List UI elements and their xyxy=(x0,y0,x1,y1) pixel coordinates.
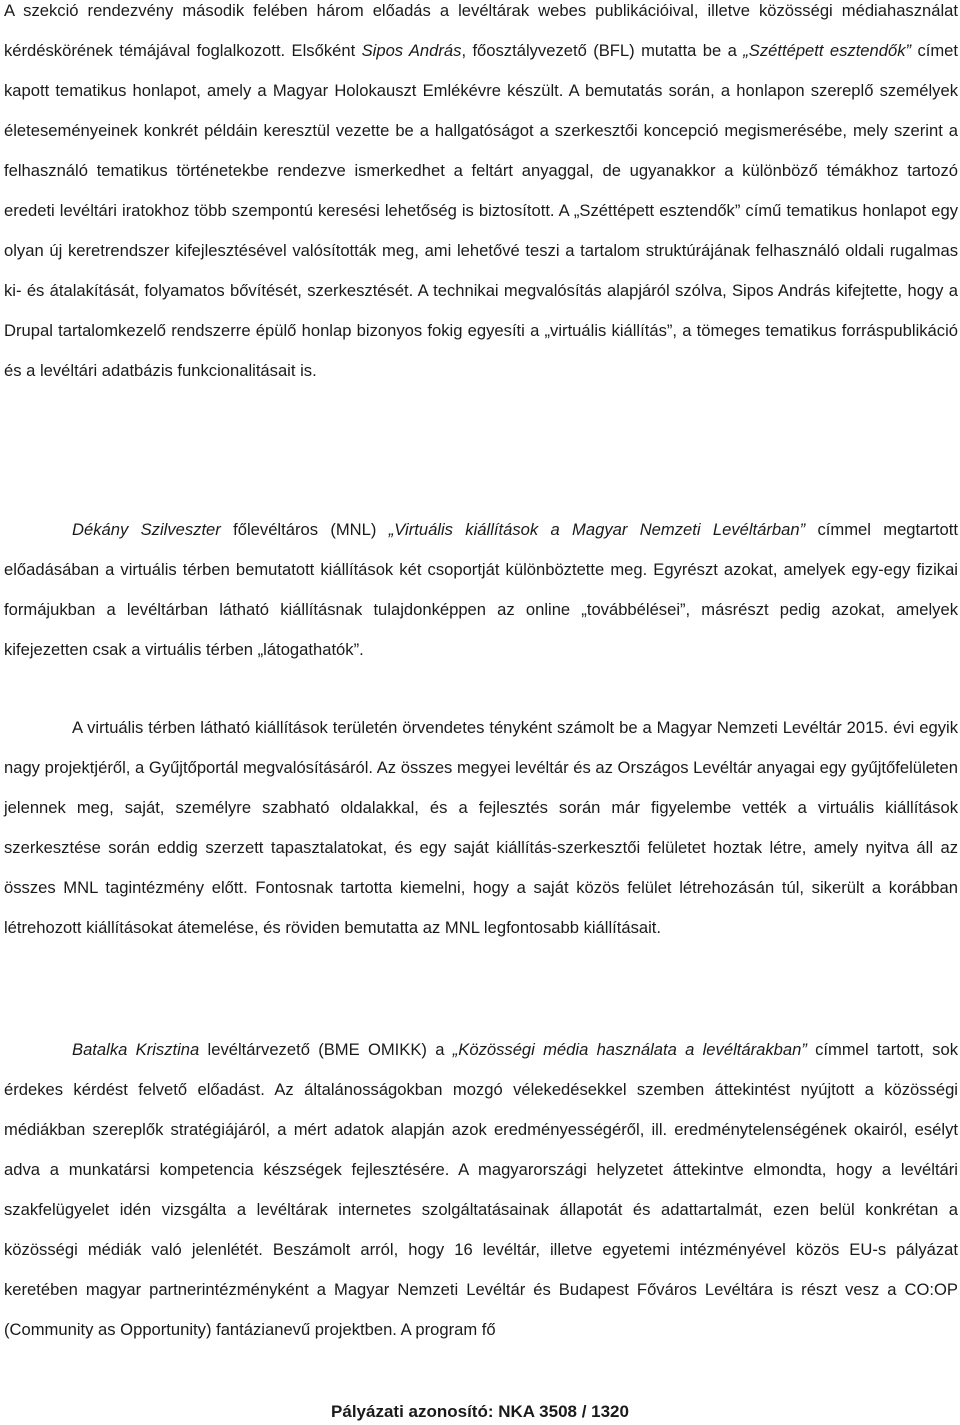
paragraph-3 xyxy=(4,708,958,948)
footer-grant-id: Pályázati azonosító: NKA 3508 / 1320 xyxy=(331,1402,629,1421)
italic-text: „Közösségi média használata a levéltárakban” xyxy=(452,1040,807,1059)
text-run: címet kapott tematikus honlapot, amely a Magyar Holokauszt Emlékévre készült. A bemutatás során, a honlapon szereplő személyek életeseményeinek konkrét példáin keresztül vezette be a hallgatóságot a szerkesztői koncepció megismerésébe, mely szerint a felhasználó tematikus történetekbe rendezve ismerkedhet a feltárt anyaggal, de ugyanakkor a különböző témákhoz tartozó eredeti levéltári iratokhoz több szempontú keresési lehetőség is biztosított. A „Széttépett esztendők” című tematikus honlapot egy olyan új keretrendszer kifejlesztésével valósították meg, ami lehetővé teszi a tartalom struktúrájának felhasználó oldali rugalmas ki- és átalakítását, folyamatos bővítését, szerkesztését. A technikai megvalósítás alapjáról szólva, Sipos András kifejtette, hogy a Drupal tartalomkezelő rendszerre épülő honlap bizonyos fokig egyesíti a „virtuális kiállítás”, a tömeges tematikus forráspublikáció és a levéltári adatbázis funkcionalitásait is. xyxy=(4,41,959,380)
text-run: A szekció rendezvény második felében három előadás a levéltárak webes publikációival, illetve közösségi médiahasználat kérdéskörének témájával foglalkozott. Elsőként xyxy=(4,1,958,60)
text-run: , főosztályvezető (BFL) mutatta be a xyxy=(461,41,744,60)
italic-text: Sipos András xyxy=(361,41,462,60)
text-run: A virtuális térben látható kiállítások területén örvendetes tényként számolt be a Magyar Nemzeti Levéltár 2015. évi egyik nagy projektjéről, a Gyűjtőportál megvalósításáról. Az összes megyei levéltár és az Országos Levéltár anyagai egy gyűjtőfelületen jelennek meg, saját, személyre szabható oldalakkal, és a fejlesztés során már figyelembe vették a virtuális kiállítások szerkesztése során eddig szerzett tapasztalatokat, és egy saját kiállítás-szerkesztői felületet hoztak létre, amely nyitva áll az összes MNL tagintézmény előtt. Fontosnak tartotta kiemelni, hogy a saját közös felület létrehozásán túl, sikerült a korábban létrehozott kiállításokat átemelése, és röviden bemutatta az MNL legfontosabb kiállításait. xyxy=(4,718,958,937)
paragraph-1 xyxy=(4,0,958,391)
text-run: címmel tartott, sok érdekes kérdést felvető előadást. Az általánosságokban mozgó vélekedésekkel szemben áttekintést nyújtott a közösségi médiákban szereplők stratégiájáról, a mért adatok alapján azok eredményességéről, ill. eredménytelenségének okairól, esélyt adva a munkatársi kompetencia készségek fejlesztésére. A magyarországi helyzetet áttekintve elmondta, hogy a levéltári szakfelügyelet idén vizsgálta a levéltárak internetes szolgáltatásainak állapotát és adattartalmát, ezen belül konkrétan a közösségi médiák való jelenlétét. Beszámolt arról, hogy 16 levéltár, illetve egyetemi intézményével közös EU-s pályázat keretében magyar partnerintézményként a Magyar Nemzeti Levéltár és Budapest Főváros Levéltára is részt vesz a CO:OP (Community as Opportunity) fantázianevű projektben. A program fő xyxy=(4,1040,959,1339)
italic-text: „Széttépett esztendők” xyxy=(743,41,912,60)
italic-text: Dékány Szilveszter xyxy=(72,520,221,539)
italic-text: Batalka Krisztina xyxy=(72,1040,200,1059)
text-run: címmel megtartott előadásában a virtuális térben bemutatott kiállítások két csoportját különböztette meg. Egyrészt azokat, amelyek egy-egy fizikai formájukban a levéltárban látható kiállításnak tulajdonképpen az online „továbbélései”, másrészt pedig azokat, amelyek kifejezetten csak a virtuális térben „látogathatók”. xyxy=(4,520,958,659)
paragraph-2 xyxy=(4,510,958,670)
text-run: levéltárvezető (BME OMIKK) a xyxy=(199,1040,453,1059)
text-run: főlevéltáros (MNL) xyxy=(220,520,389,539)
paragraph-4 xyxy=(4,1030,958,1350)
italic-text: „Virtuális kiállítások a Magyar Nemzeti Levéltárban” xyxy=(388,520,806,539)
